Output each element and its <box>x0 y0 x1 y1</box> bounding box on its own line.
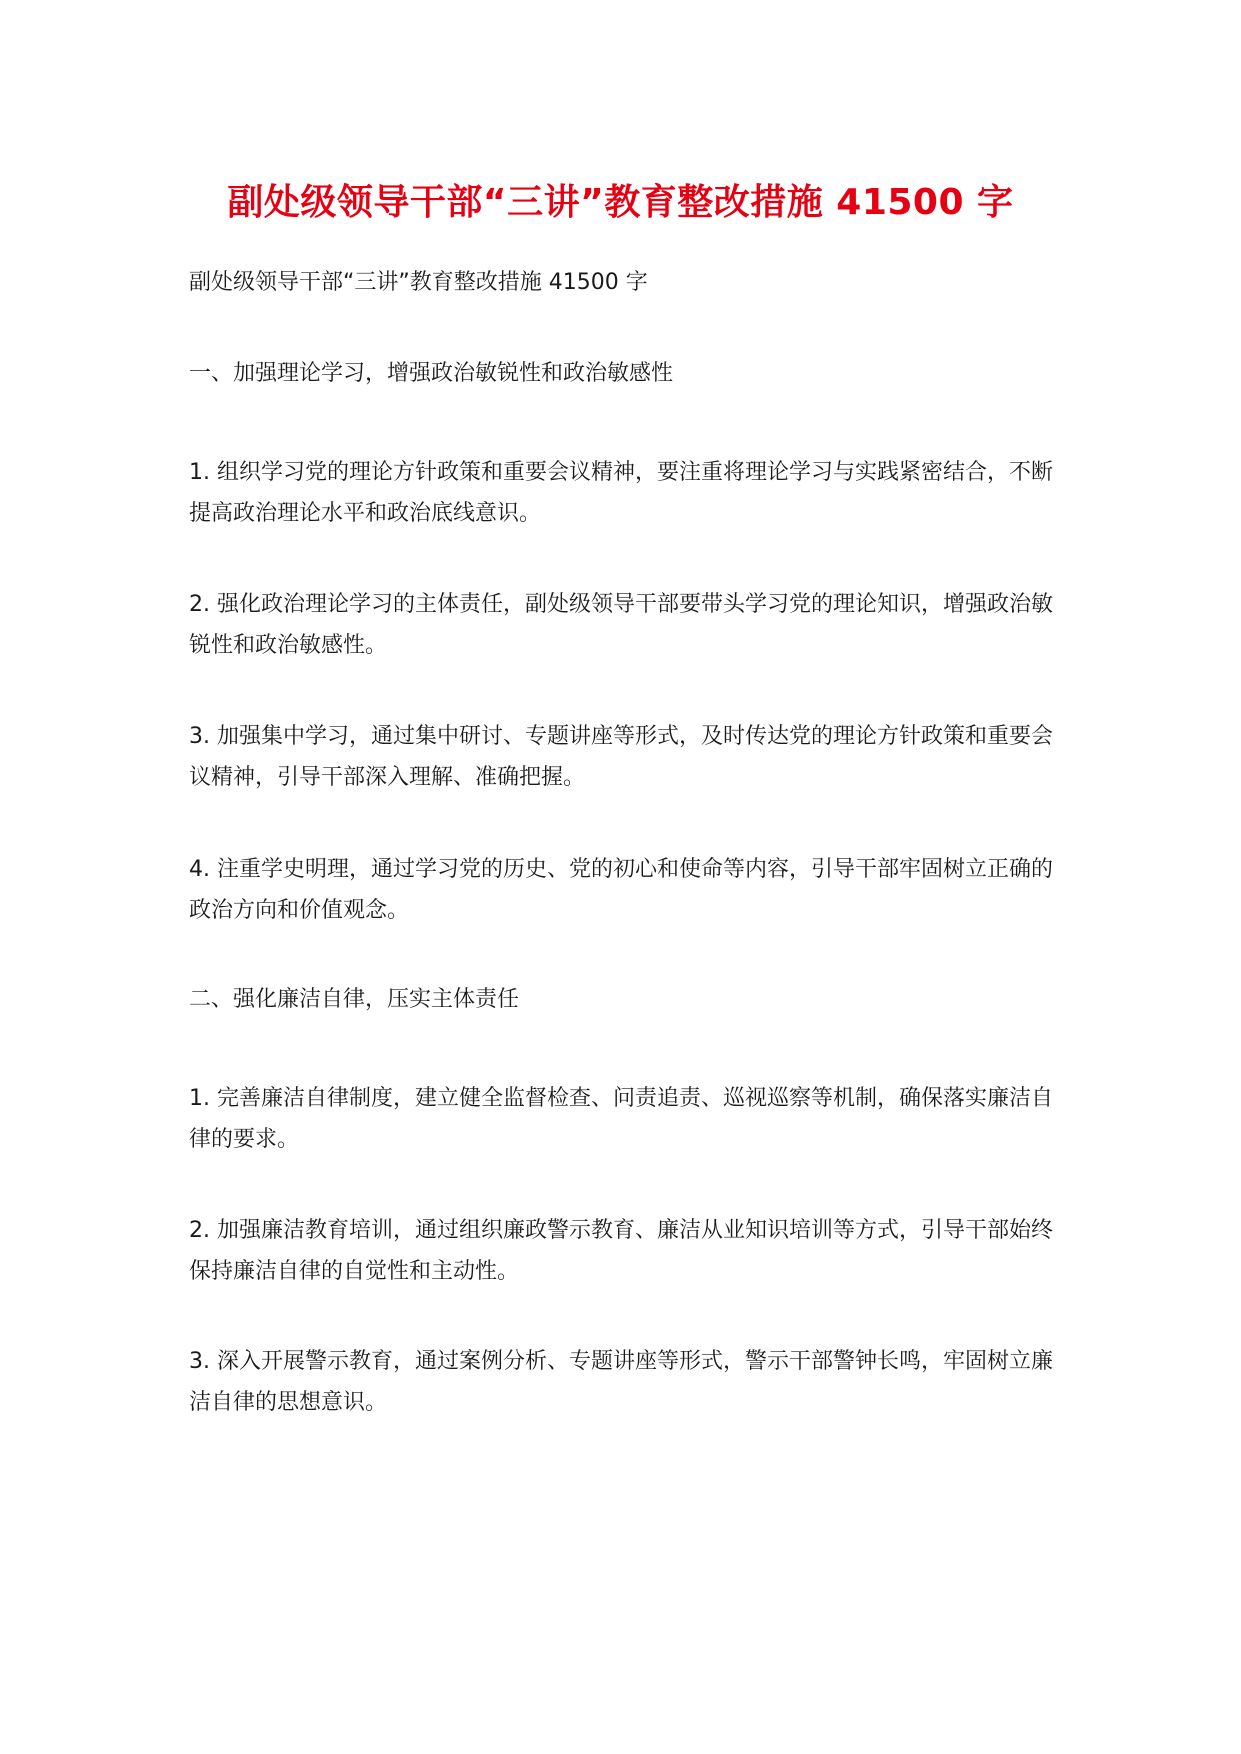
document-title: 副处级领导干部“三讲”教育整改措施 41500 字 <box>227 182 1014 223</box>
section2-item-2: 2. 加强廉洁教育培训，通过组织廉政警示教育、廉洁从业知识培训等方式，引导干部始终保持廉洁自律的自觉性和主动性。 <box>189 1218 1053 1284</box>
section2-item-1: 1. 完善廉洁自律制度，建立健全监督检查、问责追责、巡视巡察等机制，确保落实廉洁自律的要求。 <box>189 1086 1053 1152</box>
document-subtitle: 副处级领导干部“三讲”教育整改措施 41500 字 <box>189 270 648 295</box>
section1-item-3: 3. 加强集中学习，通过集中研讨、专题讲座等形式，及时传达党的理论方针政策和重要会议精神，引导干部深入理解、准确把握。 <box>189 724 1053 790</box>
section-heading-1: 一、加强理论学习，增强政治敏锐性和政治敏感性 <box>189 361 674 386</box>
section1-item-1: 1. 组织学习党的理论方针政策和重要会议精神，要注重将理论学习与实践紧密结合，不断提高政治理论水平和政治底线意识。 <box>189 460 1053 526</box>
section-heading-2: 二、强化廉洁自律，压实主体责任 <box>189 987 520 1012</box>
section2-item-3: 3. 深入开展警示教育，通过案例分析、专题讲座等形式，警示干部警钟长鸣，牢固树立廉洁自律的思想意识。 <box>189 1349 1053 1415</box>
section1-item-4: 4. 注重学史明理，通过学习党的历史、党的初心和使命等内容，引导干部牢固树立正确的政治方向和价值观念。 <box>189 857 1053 923</box>
section1-item-2: 2. 强化政治理论学习的主体责任，副处级领导干部要带头学习党的理论知识，增强政治敏锐性和政治敏感性。 <box>189 592 1053 658</box>
